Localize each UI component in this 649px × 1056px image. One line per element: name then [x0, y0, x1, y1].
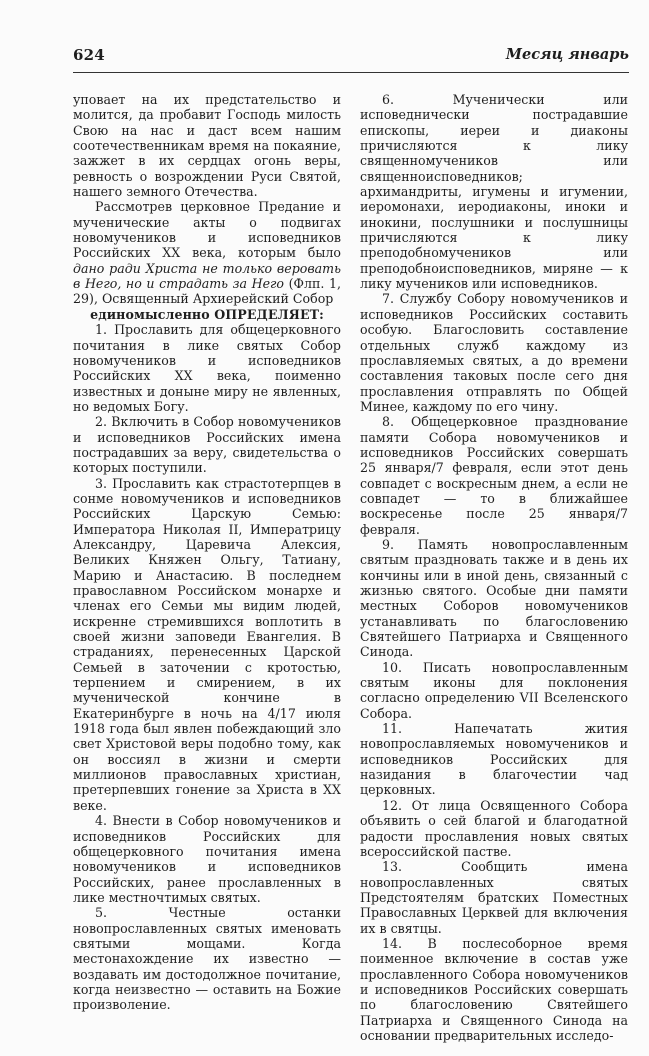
- decree-item-9: 9. Память новопрославленным святым праздновать также и в день их кончины или в иной день, связанный с жизнью святого. Особые дни памяти местных Соборов новомучеников устанавливать по благословению Святейшего Патриарха и Священного Синода.: [360, 536, 628, 660]
- decree-item-8: 8. Общецерковное празднование памяти Собора новомучеников и исповедников Российских совершать 25 января/7 февраля, если этот день совпадет с воскресным днем, а если не совпадет — то в ближайшее воскресенье после 25 января/7 февраля.: [360, 414, 628, 537]
- right-column: [360, 92, 628, 1043]
- decree-item-11: 11. Напечатать жития новопрославляемых новомучеников и исповедников Российских для назидания в благочестии чад церковных.: [360, 721, 628, 798]
- paragraph-preamble: [73, 199, 341, 306]
- page-header: [73, 44, 629, 73]
- decree-item-4: 4. Внести в Собор новомучеников и исповедников Российских для общецерковного почитания имена новомучеников и исповедников Российских, ранее прославленных в лике местночтимых святых.: [73, 813, 341, 905]
- decree-item-3: 3. Прославить как страстотерпцев в сонме новомучеников и исповедников Российских Царскую Семью: Императора Николая II, Императрицу Александру, Царевича Алексия, Великих Княжен Ольгу, Татиану, Марию и Анастасию. В последнем православном Российском монархе и членах его Семьи мы видим людей, искренне стремившихся воплотить в своей жизни заповеди Евангелия. В страданиях, перенесенных Царской Семьей в заточении с кротостью, терпением и смирением, в их мученической кончине в Екатеринбурге в ночь на 4/17 июля 1918 года был явлен побеждающий зло свет Христовой веры подобно тому, как он воссиял в жизни и смерти миллионов православных христиан, претерпевших гонение за Христа в XX веке.: [73, 475, 341, 813]
- preamble-text-end: (Флп. 1, 29), Освященный Архиерейский Собор: [73, 276, 341, 307]
- scripture-quote: дано ради Христа не только веровать в Него, но и страдать за Него: [73, 260, 341, 292]
- decree-item-14: 14. В послесоборное время поименное включение в состав уже прославленного Собора новомучеников и исповедников Российских совершать по благословению Святейшего Патриарха и Священного Синода на основании предварительных исследо-: [360, 935, 628, 1043]
- decree-item-10: 10. Писать новопрославленным святым иконы для поклонения согласно определению VII Вселенского Собора.: [360, 659, 628, 721]
- running-title: Месяц январь: [505, 46, 629, 63]
- decree-item-5: 5. Честные останки новопрославленных святых именовать святыми мощами. Когда местонахождение их известно — воздавать им достодолжное почитание, когда неизвестно — оставить на Божие произволение.: [73, 905, 341, 1013]
- decree-item-12: 12. От лица Освященного Собора объявить о сей благой и благодатной радости прославления новых святых всероссийской пастве.: [360, 797, 628, 859]
- decree-item-13: 13. Сообщить имена новопрославленных святых Предстоятелям братских Поместных Православных Церквей для включения их в святцы.: [360, 859, 628, 936]
- decree-item-2: 2. Включить в Собор новомучеников и исповедников Российских имена пострадавших за веру, свидетельства о которых поступили.: [73, 414, 341, 476]
- left-column: [73, 92, 341, 1013]
- page-number: 624: [73, 46, 105, 64]
- preamble-text-start: Рассмотрев церковное Предание и мученические акты о подвигах новомучеников и исповедников Российских XX века, которым было: [73, 199, 341, 261]
- decree-heading: единомысленно ОПРЕДЕЛЯЕТ:: [90, 306, 324, 322]
- paragraph-continuation: уповает на их предстательство и молится, да пробавит Господь милость Свою на нас и даст всем нашим соотечественникам время на покаяние, зажжет в их сердцах огонь веры, ревность о возрождении Руси Святой, нашего земного Отечества.: [73, 92, 341, 200]
- decree-item-6: 6. Мученически или исповеднически пострадавшие епископы, иереи и диаконы причисляются к лику священномучеников или священноисповедников; архимандриты, игумены и игумении, иеромонахи, иеродиаконы, иноки и инокини, послушники и послушницы причисляются к лику преподобномучеников или преподобноисповедников, миряне — к лику мучеников или исповедников.: [360, 92, 628, 292]
- decree-item-7: 7. Службу Собору новомучеников и исповедников Российских составить особую. Благословить составление отдельных служб каждому из прославляемых святых, а до времени составления таковых после сего дня прославления отправлять по Общей Минее, каждому по его чину.: [360, 291, 628, 414]
- decree-item-1: 1. Прославить для общецерковного почитания в лике святых Собор новомучеников и исповедников Российских XX века, поименно известных и доныне миру не явленных, но ведомых Богу.: [73, 322, 341, 414]
